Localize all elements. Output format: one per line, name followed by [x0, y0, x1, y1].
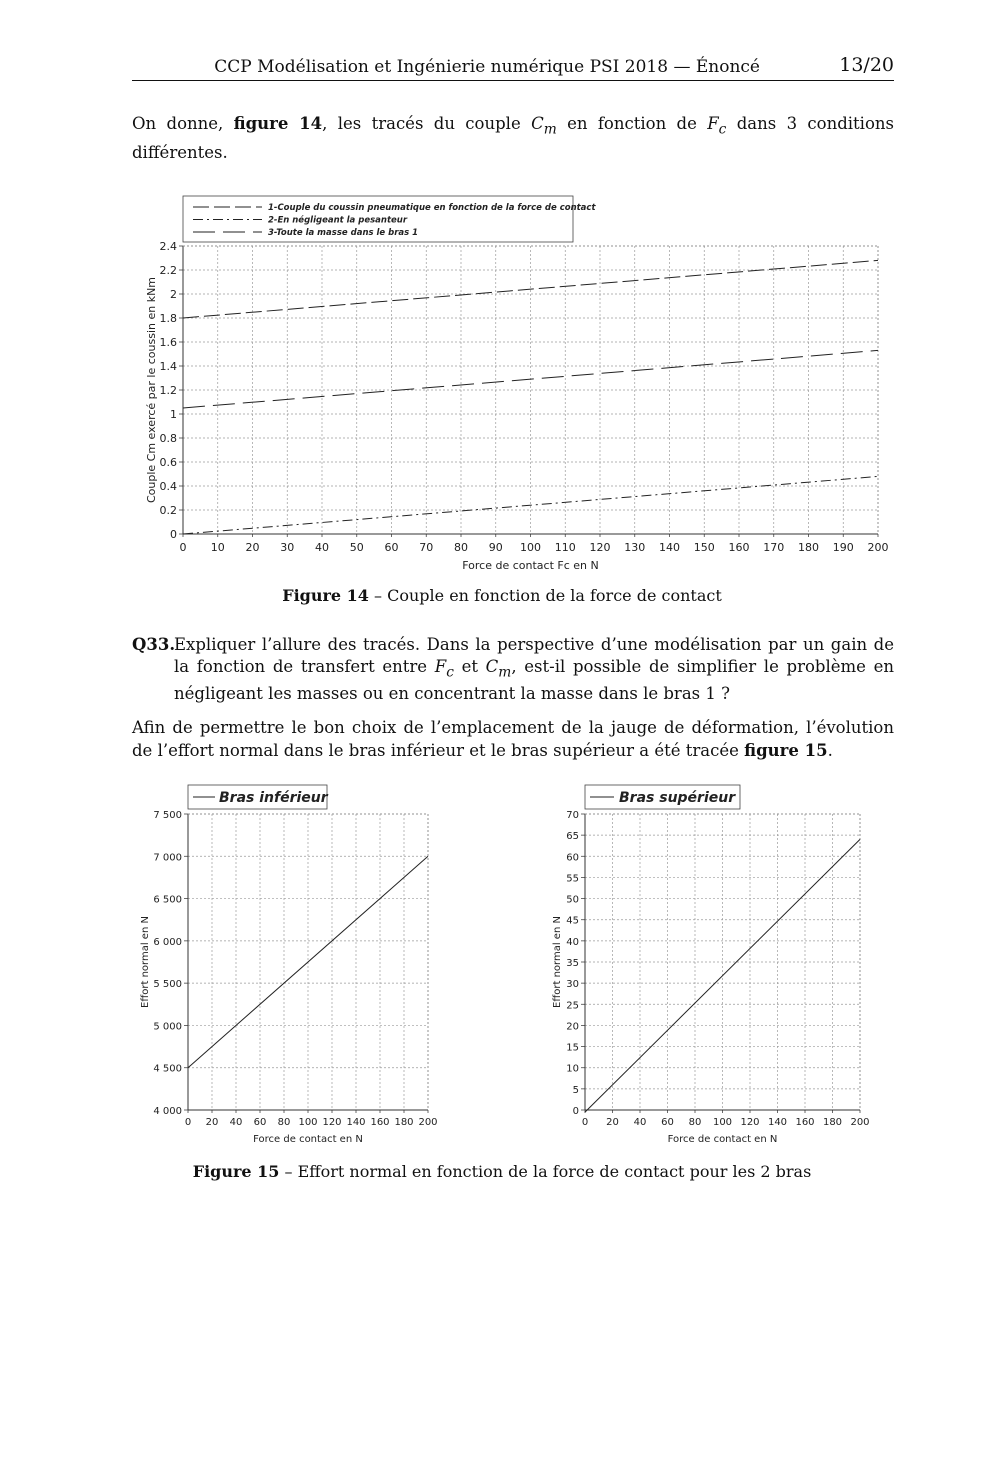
x-tick-label: 200 — [867, 541, 889, 554]
question-text-part: et — [453, 657, 486, 676]
x-tick-label: 70 — [419, 541, 434, 554]
caption-label: Figure 15 — [192, 1162, 280, 1181]
x-tick-label: 0 — [184, 1117, 192, 1128]
x-tick-label: 100 — [712, 1117, 733, 1128]
y-tick-label: 45 — [566, 915, 579, 927]
y-tick-label: 7 500 — [153, 810, 182, 821]
y-tick-label: 4 500 — [153, 1063, 182, 1075]
legend-label-1: 1-Couple du coussin pneumatique en fonction de la force de contact — [268, 203, 596, 213]
y-axis-label: Couple Cm exercé par le coussin en kNm — [145, 276, 158, 504]
x-tick-label: 180 — [822, 1117, 843, 1128]
x-tick-label: 40 — [633, 1117, 647, 1128]
page-number: 13/20 — [839, 54, 894, 76]
y-tick-label: 2.4 — [159, 240, 177, 253]
y-tick-label: 5 500 — [153, 979, 182, 991]
x-tick-label: 140 — [346, 1117, 366, 1128]
y-tick-label: 40 — [566, 936, 579, 948]
x-axis-label: Force de contact Fc en N — [462, 559, 599, 572]
x-tick-label: 120 — [322, 1117, 342, 1128]
x-tick-label: 120 — [740, 1117, 760, 1128]
x-tick-label: 40 — [315, 541, 329, 554]
y-tick-label: 0.2 — [159, 504, 177, 517]
x-tick-label: 150 — [693, 541, 715, 554]
x-tick-label: 200 — [850, 1117, 870, 1128]
y-tick-label: 0 — [572, 1106, 579, 1117]
symbol-cm: C — [485, 657, 499, 676]
y-tick-label: 6 000 — [153, 936, 182, 948]
y-tick-label: 6 500 — [153, 894, 182, 906]
figure-reference: figure 15 — [744, 741, 828, 760]
header-title: CCP Modélisation et Ingénierie numérique PSI 2018 — Énoncé — [214, 57, 760, 77]
y-tick-label: 7 000 — [153, 852, 182, 864]
x-tick-label: 60 — [661, 1117, 674, 1128]
y-tick-label: 0 — [170, 528, 177, 541]
symbol-sub: m — [543, 121, 557, 138]
x-tick-label: 160 — [728, 541, 750, 554]
x-tick-label: 170 — [763, 541, 785, 554]
figure-reference: figure 14 — [233, 114, 323, 133]
y-tick-label: 5 000 — [153, 1021, 182, 1033]
symbol-fc: F — [434, 657, 447, 676]
y-axis-label: Effort normal en N — [552, 916, 563, 1008]
y-tick-label: 35 — [566, 958, 579, 969]
x-tick-label: 180 — [394, 1117, 414, 1128]
x-tick-label: 40 — [229, 1117, 243, 1128]
x-tick-label: 10 — [210, 541, 225, 554]
symbol-cm: C — [531, 114, 544, 133]
x-tick-label: 20 — [606, 1117, 619, 1128]
x-tick-label: 20 — [245, 541, 260, 554]
x-tick-label: 100 — [520, 541, 541, 554]
y-tick-label: 55 — [566, 873, 579, 885]
x-tick-label: 200 — [418, 1117, 438, 1128]
y-tick-label: 25 — [566, 1000, 579, 1012]
x-tick-label: 160 — [370, 1117, 390, 1128]
y-tick-label: 1.4 — [159, 360, 177, 373]
figure-15-caption — [0, 1162, 1004, 1181]
legend-label-2: 2-En négligeant la pesanteur — [268, 215, 408, 226]
caption-label: Figure 14 — [282, 586, 369, 605]
y-tick-label: 30 — [566, 979, 579, 991]
x-tick-label: 140 — [659, 541, 680, 554]
x-tick-label: 180 — [798, 541, 819, 554]
intro-text: On donne, — [132, 114, 234, 133]
legend-label-3: 3-Toute la masse dans le bras 1 — [268, 228, 419, 238]
y-tick-label: 1.6 — [159, 336, 177, 349]
y-tick-label: 4 000 — [153, 1106, 182, 1117]
x-tick-label: 130 — [624, 541, 646, 554]
x-tick-label: 90 — [488, 541, 503, 554]
caption-text: – Effort normal en fonction de la force de contact pour les 2 bras — [279, 1162, 812, 1181]
intro-text: , les tracés du couple — [322, 114, 532, 133]
x-tick-label: 60 — [384, 541, 399, 554]
symbol-sub: c — [718, 121, 727, 138]
x-tick-label: 60 — [253, 1117, 267, 1128]
y-tick-label: 70 — [566, 810, 579, 821]
y-tick-label: 0.8 — [159, 432, 177, 445]
y-tick-label: 1.8 — [159, 312, 177, 325]
legend-label-1: Bras supérieur — [619, 790, 736, 806]
symbol-sub: c — [446, 664, 454, 681]
question-text-part: , est-il possible de simplifier le problème en négligeant les masses ou en concentrant la masse dans le bras 1 ? — [174, 657, 894, 704]
y-tick-label: 1.2 — [159, 384, 177, 397]
intro-text: dans 3 conditions différentes. — [132, 114, 894, 163]
y-tick-label: 50 — [566, 894, 579, 906]
x-tick-label: 100 — [298, 1117, 318, 1128]
x-axis-label: Force de contact en N — [253, 1134, 363, 1145]
x-tick-label: 80 — [277, 1117, 291, 1128]
x-tick-label: 0 — [581, 1117, 589, 1128]
y-axis-label: Effort normal en N — [140, 916, 151, 1008]
x-tick-label: 0 — [179, 541, 187, 554]
y-tick-label: 65 — [566, 831, 579, 843]
question-text-part: Expliquer l’allure des tracés. Dans la perspective d’une modélisation par un gain de la fonction de transfert entre — [174, 635, 894, 676]
x-tick-label: 120 — [589, 541, 611, 554]
x-tick-label: 160 — [795, 1117, 815, 1128]
paragraph-text: Afin de permettre le bon choix de l’emplacement de la jauge de déformation, l’évolution de l’effort normal dans le bras inférieur et le bras supérieur a été tracée — [132, 718, 894, 760]
y-tick-label: 15 — [566, 1042, 579, 1054]
y-tick-label: 2.2 — [159, 264, 177, 277]
x-tick-label: 110 — [554, 541, 576, 554]
y-tick-label: 10 — [566, 1063, 579, 1075]
legend-label-1: Bras inférieur — [219, 790, 328, 806]
y-tick-label: 5 — [572, 1084, 579, 1096]
x-tick-label: 80 — [454, 541, 468, 554]
y-tick-label: 60 — [566, 852, 579, 864]
symbol-fc: F — [707, 114, 719, 133]
x-tick-label: 20 — [205, 1117, 219, 1128]
y-tick-label: 0.6 — [159, 456, 177, 469]
paragraph-text: . — [827, 741, 833, 760]
y-tick-label: 2 — [170, 288, 177, 301]
y-tick-label: 0.4 — [159, 480, 177, 493]
caption-text: – Couple en fonction de la force de contact — [368, 586, 722, 605]
x-tick-label: 190 — [832, 541, 854, 554]
x-tick-label: 50 — [349, 541, 364, 554]
x-tick-label: 140 — [767, 1117, 788, 1128]
y-tick-label: 20 — [566, 1021, 579, 1033]
x-tick-label: 80 — [688, 1117, 702, 1128]
x-axis-label: Force de contact en N — [667, 1134, 778, 1145]
symbol-sub: m — [498, 664, 512, 681]
x-tick-label: 30 — [280, 541, 295, 554]
intro-text: en fonction de — [556, 114, 708, 133]
y-tick-label: 1 — [170, 408, 177, 421]
question-label: Q33. — [132, 635, 176, 654]
